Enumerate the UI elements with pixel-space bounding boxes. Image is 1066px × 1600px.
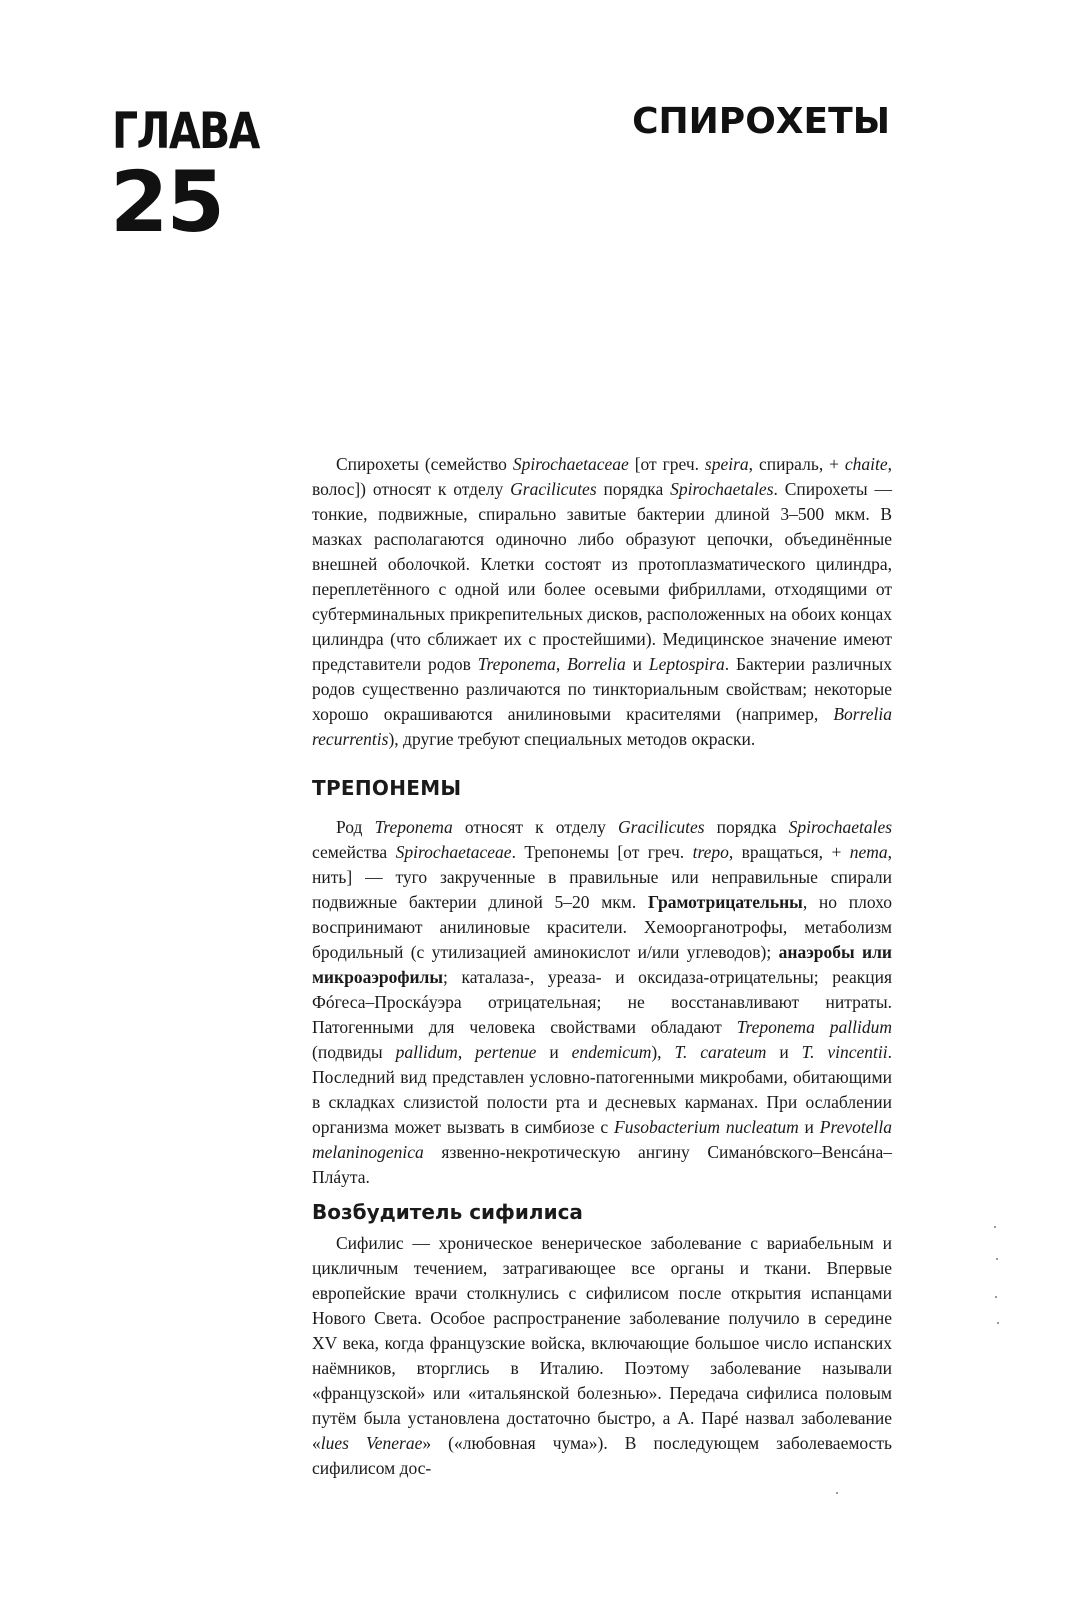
bold-term: Грамотрицательны — [647, 892, 803, 912]
italic-term: Treponema — [374, 817, 453, 837]
text-run: и — [625, 654, 649, 674]
text-run: Спирохеты (семейство — [336, 454, 513, 474]
italic-term: Spirochaetales — [788, 817, 893, 837]
italic-term: Treponema — [477, 654, 556, 674]
italic-term: lues Venerae — [320, 1433, 423, 1453]
text-run: (подвиды — [312, 1042, 396, 1062]
italic-term: T. vincentii — [801, 1042, 888, 1062]
italic-term: Borrelia recurrentis — [312, 704, 892, 749]
scan-speck — [836, 1492, 838, 1494]
text-run: [от греч. — [628, 454, 705, 474]
chapter-label: ГЛАВА — [112, 102, 259, 160]
treponemes-paragraph — [312, 815, 892, 1190]
italic-term: chaite — [844, 454, 888, 474]
scan-speck — [997, 1322, 999, 1324]
text-run: . Бактерии различных родов существенно различаются по тинкториальным свойствам; некоторые хорошо окрашиваются анилиновыми красителями (например, — [312, 654, 892, 724]
chapter-number: 25 — [110, 153, 223, 251]
text-run: , — [457, 1042, 476, 1062]
text-run: ), — [651, 1042, 675, 1062]
text-run: семейства — [312, 842, 396, 862]
text-run: Сифилис — хроническое венерическое заболевание с вариабельным и цикличным течением, затрагивающее все органы и ткани. Впервые европейские врачи столкнулись с сифилисом после открытия испанцами Нового Света. Особое распространение заболевание получило в середине XV века, когда французские войска, включающие большое число испанских наёмников, вторглись в Италию. Поэтому заболевание называли «французской» или «итальянской болезнью». Передача сифилиса половым путём была установлена достаточно быстро, а А. Парé назвал заболевание « — [312, 1233, 892, 1453]
italic-term: Gracilicutes — [510, 479, 597, 499]
italic-term: speira — [704, 454, 749, 474]
section-heading-syphilis: Возбудитель сифилиса — [312, 1200, 583, 1224]
text-run: , спираль, + — [748, 454, 845, 474]
italic-term: nema — [849, 842, 888, 862]
text-run: , — [555, 654, 568, 674]
italic-term: pallidum — [395, 1042, 458, 1062]
scan-speck — [995, 1296, 997, 1298]
italic-term: Spirochaetaceae — [512, 454, 629, 474]
italic-term: Spirochaetaceae — [395, 842, 512, 862]
text-run: ; каталаза-, уреаза- и оксидаза-отрицательны; реакция Фóгеса–Проскáуэра отрицательная; не восстанавливают нитраты. Патогенными для человека свойствами обладают — [312, 967, 892, 1037]
text-run: . Спирохеты — тонкие, подвижные, спирально завитые бактерии длиной 3–500 мкм. В мазках располагаются одиночно либо образуют цепочки, объединённые внешней оболочкой. Клетки состоят из протоплазматического цилиндра, переплетённого с одной или более осевыми фибриллами, отходящими от субтерминальных прикрепительных дисков, расположенных на обоих концах цилиндра (что сближает их с простейшими). Медицинское значение имеют представители родов — [312, 479, 892, 674]
chapter-title: СПИРОХЕТЫ — [632, 101, 890, 142]
text-run: Род — [336, 817, 375, 837]
text-run: и — [798, 1117, 820, 1137]
text-run: , вращаться, + — [728, 842, 850, 862]
main-text — [312, 452, 892, 1481]
italic-term: Fusobacterium nucleatum — [614, 1117, 799, 1137]
text-run: , волос]) относят к отделу — [312, 454, 892, 499]
text-run: и — [536, 1042, 572, 1062]
italic-term: endemicum — [571, 1042, 652, 1062]
text-run: . Последний вид представлен условно-патогенными микробами, обитающими в складках слизистой полости рта и десневых карманах. При ослаблении организма может вызвать в симбиозе с — [312, 1042, 893, 1137]
section-heading-treponemes: ТРЕПОНЕМЫ — [312, 776, 462, 800]
intro-paragraph — [312, 452, 892, 752]
text-run: » («любовная чума»). В последующем заболеваемость сифилисом дос- — [312, 1433, 892, 1478]
text-run: , нить] — туго закрученные в правильные или неправильные спирали подвижные бактерии длиной 5–20 мкм. — [312, 842, 893, 912]
italic-term: Leptospira — [648, 654, 725, 674]
italic-term: trepo — [692, 842, 729, 862]
syphilis-paragraph — [312, 1231, 892, 1481]
italic-term: T. carateum — [674, 1042, 767, 1062]
italic-term: Spirochaetales — [670, 479, 774, 499]
italic-term: Treponema pallidum — [736, 1017, 892, 1037]
italic-term: Gracilicutes — [618, 817, 705, 837]
text-run: порядка — [596, 479, 671, 499]
text-run: , но плохо воспринимают анилиновые красители. Хемоорганотрофы, метаболизм бродильный (с утилизацией аминокислот и/или углеводов); — [312, 892, 892, 962]
scan-speck — [994, 1226, 996, 1228]
text-run: относят к отделу — [452, 817, 619, 837]
italic-term: Prevotella melaninogenica — [312, 1117, 892, 1162]
text-run: и — [766, 1042, 802, 1062]
text-run: язвенно-некротическую ангину Симанóвского–Венсáна–Плáута. — [312, 1142, 892, 1187]
text-run: порядка — [704, 817, 789, 837]
text-run: . Трепонемы [от греч. — [511, 842, 693, 862]
text-run: ), другие требуют специальных методов окраски. — [388, 729, 756, 749]
scan-speck — [996, 1258, 998, 1260]
bold-term: анаэробы или микроаэрофилы — [312, 942, 892, 987]
italic-term: pertenue — [475, 1042, 537, 1062]
italic-term: Borrelia — [567, 654, 626, 674]
